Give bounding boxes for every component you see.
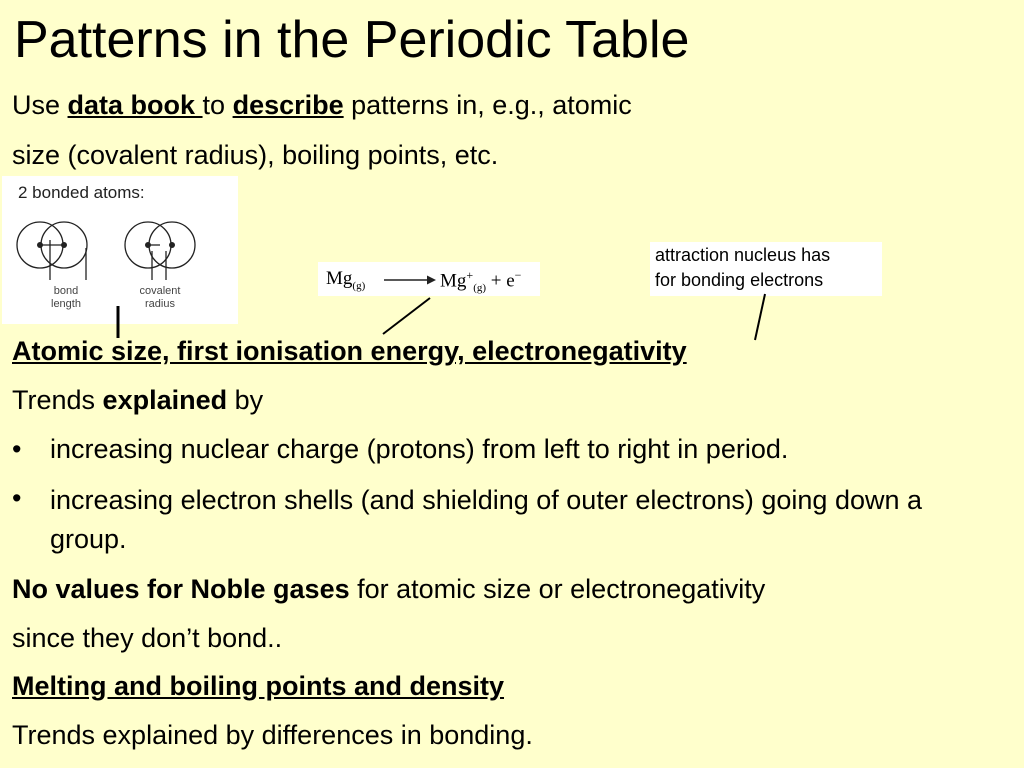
explained-term: explained <box>102 385 228 415</box>
ion-charge: + <box>466 268 474 282</box>
bond-length-label-2: length <box>51 298 81 310</box>
magnesium-symbol: Mg <box>326 268 353 289</box>
bullet-nuclear-charge: increasing nuclear charge (protons) from left to right in period. <box>50 434 789 464</box>
gas-state-label: (g) <box>352 279 366 292</box>
electron-symbol: + e <box>486 270 515 292</box>
gas-state-label: (g) <box>473 282 487 295</box>
bullet-icon: • <box>12 434 22 464</box>
bullet-icon: • <box>12 483 22 513</box>
data-book-term: data book <box>67 90 203 120</box>
trends-text: Trends <box>12 385 103 415</box>
intro-text: Use <box>12 90 68 120</box>
trends-text: by <box>227 385 264 415</box>
noble-gases-term: No values for Noble gases <box>12 574 350 604</box>
bonded-atoms-heading: 2 bonded atoms: <box>18 183 145 202</box>
attraction-line-1: attraction nucleus has <box>655 245 831 265</box>
bullet-electron-shells: increasing electron shells (and shielding of outer electrons) going down a group. <box>50 485 923 554</box>
bond-length-label-1: bond <box>53 285 79 297</box>
electron-charge: − <box>514 268 522 282</box>
noble-gases-text: for atomic size or electronegativity <box>349 574 766 604</box>
connector-ionisation <box>383 298 430 334</box>
connector-lines <box>0 0 1024 360</box>
noble-gases-line <box>12 572 765 606</box>
intro-text: patterns in, e.g., atomic <box>343 90 632 120</box>
noble-gases-line-2: since they don’t bond.. <box>12 623 283 653</box>
attraction-line-2: for bonding electrons <box>655 270 824 290</box>
trends-line <box>12 383 263 417</box>
page-title: Patterns in the Periodic Table <box>14 11 690 69</box>
connector-electronegativity <box>755 294 765 340</box>
intro-text: to <box>202 90 233 120</box>
intro-line-2: size (covalent radius), boiling points, etc. <box>12 140 499 170</box>
section-heading-atomic: Atomic size, first ionisation energy, electronegativity <box>12 336 687 366</box>
describe-term: describe <box>232 90 344 120</box>
magnesium-ion-symbol: Mg <box>440 270 467 292</box>
section-heading-melting: Melting and boiling points and density <box>12 671 504 701</box>
final-line: Trends explained by differences in bonding. <box>12 720 533 750</box>
covalent-radius-label-2: radius <box>145 298 175 310</box>
covalent-radius-label-1: covalent <box>139 285 181 297</box>
